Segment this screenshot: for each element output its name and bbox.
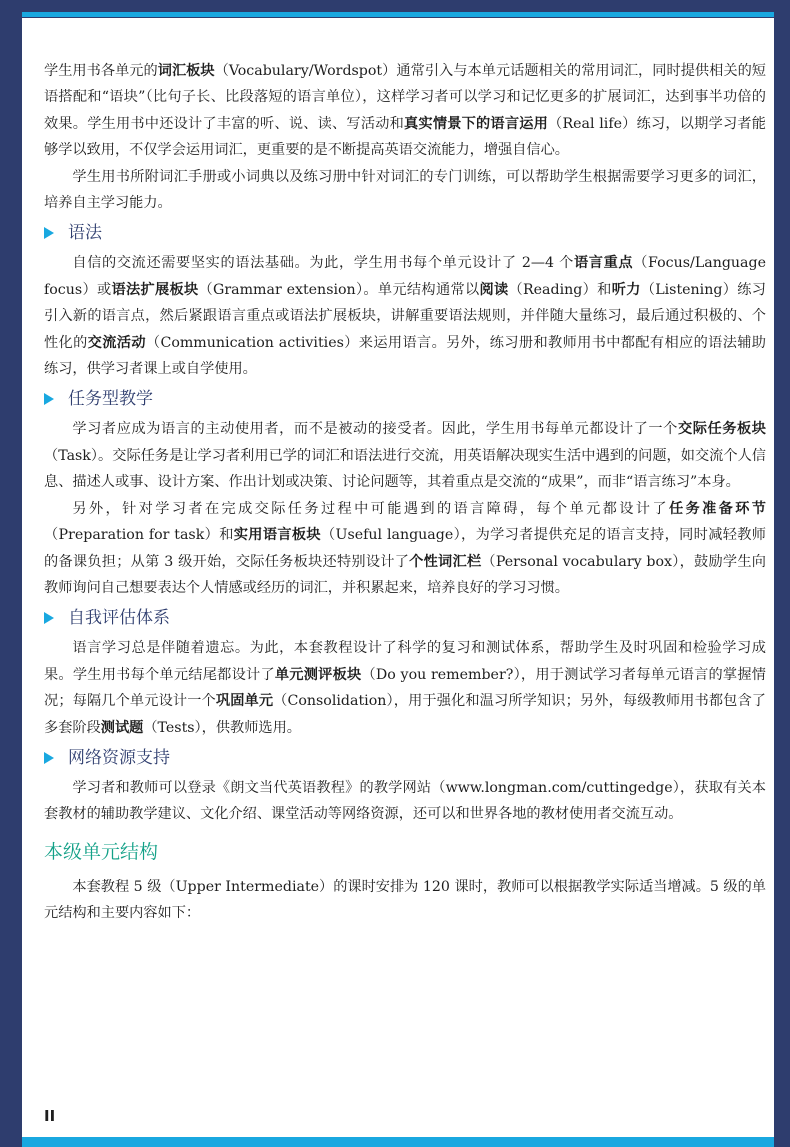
section-heading-assessment xyxy=(44,603,766,633)
text: 语言学习总是伴随着遗忘。为此，本套教程设计了科学的复习和测试体系，帮助学生及时巩固和检验学习成果。学生用书每个单元结尾都设计了 xyxy=(44,640,766,683)
text: 另外，针对学习者在完成交际任务过程中可能遇到的语言障碍，每个单元都设计了 xyxy=(72,500,669,517)
section-title: 网络资源支持 xyxy=(68,747,170,768)
content xyxy=(44,58,766,927)
paragraph-assessment xyxy=(44,635,766,741)
triangle-bullet-icon xyxy=(44,752,54,764)
section-title: 语法 xyxy=(68,223,102,244)
text: （Vocabulary/Wordspot）通常引入与本单元话题相关的常用词汇，同时提供相关的短语搭配和“语块”（比句子长、比段落短的语言单位），这样学习者可以学习和记忆更多的扩展词汇，达到事半功倍的效果。学生用书中还设计了丰富的听、说、读、写活动和 xyxy=(44,63,766,132)
text: （Listening）练习引入新的语言点，然后紧跟语言重点或语法扩展板块，讲解重要语法规则，并伴随大量练习，最后通过积极的、个性化的 xyxy=(44,281,766,351)
top-rule xyxy=(22,0,774,18)
bold-term: 实用语言板块 xyxy=(233,527,321,544)
section-heading-web xyxy=(44,743,766,773)
triangle-bullet-icon xyxy=(44,227,54,239)
bold-term: 听力 xyxy=(611,281,641,298)
bold-term: 语言重点 xyxy=(574,255,634,272)
text: （Reading）和 xyxy=(508,281,612,298)
paragraph-web: 学习者和教师可以登录《朗文当代英语教程》的教学网站（www.longman.com/cuttingedge），获取有关本套教材的辅助教学建议、文化介绍、课堂活动等网络资源，还可以和世界各地的教材使用者交流互动。 xyxy=(44,779,766,823)
bold-term: 任务准备环节 xyxy=(668,500,766,517)
section-title: 自我评估体系 xyxy=(68,608,170,629)
text: （Consolidation），用于强化和温习所学知识；另外，每级教师用书都包含了多套阶段 xyxy=(44,693,766,736)
text: （Do you remember?），用于测试学习者每单元语言的掌握情况；每隔几个单元设计一个 xyxy=(44,666,766,710)
text: （Tests），供教师选用。 xyxy=(143,719,301,736)
bold-term: 交流活动 xyxy=(87,334,146,351)
heading-unit-structure: 本级单元结构 xyxy=(44,840,159,863)
bold-term: 词汇板块 xyxy=(157,63,215,79)
bold-term: 真实情景下的语言运用 xyxy=(404,115,549,132)
paragraph-vocabulary-extra: 学生用书所附词汇手册或小词典以及练习册中针对词汇的专门训练，可以帮助学生根据需要学习更多的词汇，培养自主学习能力。 xyxy=(44,168,766,212)
paragraph-task-extra xyxy=(44,496,766,602)
text: （Focus/Language focus）或 xyxy=(44,255,766,298)
text: 学习者应成为语言的主动使用者，而不是被动的接受者。因此，学生用书每单元都设计了一个 xyxy=(72,421,678,438)
paragraph-grammar xyxy=(44,250,766,382)
bold-term: 个性词汇栏 xyxy=(409,553,482,570)
bold-term: 语法扩展板块 xyxy=(111,281,199,298)
text: （Communication activities）来运用语言。另外，练习册和教师用书中都配有相应的语法辅助练习，供学习者课上或自学使用。 xyxy=(44,334,766,378)
bold-term: 单元测评板块 xyxy=(274,666,362,683)
text: 学生用书各单元的 xyxy=(44,63,158,79)
page xyxy=(22,0,774,1147)
paragraph-task xyxy=(44,416,766,495)
triangle-bullet-icon xyxy=(44,612,54,624)
text: （Personal vocabulary box），鼓励学生向教师询问自己想要表达个人情感或经历的词汇，并积累起来，培养良好的学习习惯。 xyxy=(44,553,766,596)
triangle-bullet-icon xyxy=(44,393,54,405)
text: （Useful language），为学习者提供充足的语言支持，同时减轻教师的备课负担；从第 3 级开始，交际任务板块还特别设计了 xyxy=(44,527,766,570)
text: （Preparation for task）和 xyxy=(44,527,234,544)
bold-term: 交际任务板块 xyxy=(677,421,766,438)
section-heading-grammar xyxy=(44,218,766,248)
bold-term: 测试题 xyxy=(100,719,144,736)
page-number: II xyxy=(44,1107,56,1125)
bold-term: 巩固单元 xyxy=(215,693,274,710)
bottom-rule xyxy=(22,1137,774,1147)
paragraph-unit-structure: 本套教程 5 级（Upper Intermediate）的课时安排为 120 课时，教师可以根据教学实际适当增减。5 级的单元结构和主要内容如下： xyxy=(44,878,766,922)
section-heading-task xyxy=(44,384,766,414)
section-title: 任务型教学 xyxy=(68,389,153,410)
paragraph-vocabulary xyxy=(44,58,766,164)
text: 自信的交流还需要坚实的语法基础。为此，学生用书每个单元设计了 2—4 个 xyxy=(72,255,574,272)
text: （Task）。交际任务是让学习者利用已学的词汇和语法进行交流，用英语解决现实生活中遇到的问题，如交流个人信息、描述人或事、设计方案、作出计划或决策、讨论问题等，其着重点是交流的“成果”，而非“语言练习”本身。 xyxy=(44,447,766,491)
text: （Real life）练习，以期学习者能够学以致用，不仅学会运用词汇，更重要的是不断提高英语交流能力，增强自信心。 xyxy=(44,115,766,159)
bold-term: 阅读 xyxy=(479,281,509,298)
text: （Grammar extension）。单元结构通常以 xyxy=(198,281,480,298)
